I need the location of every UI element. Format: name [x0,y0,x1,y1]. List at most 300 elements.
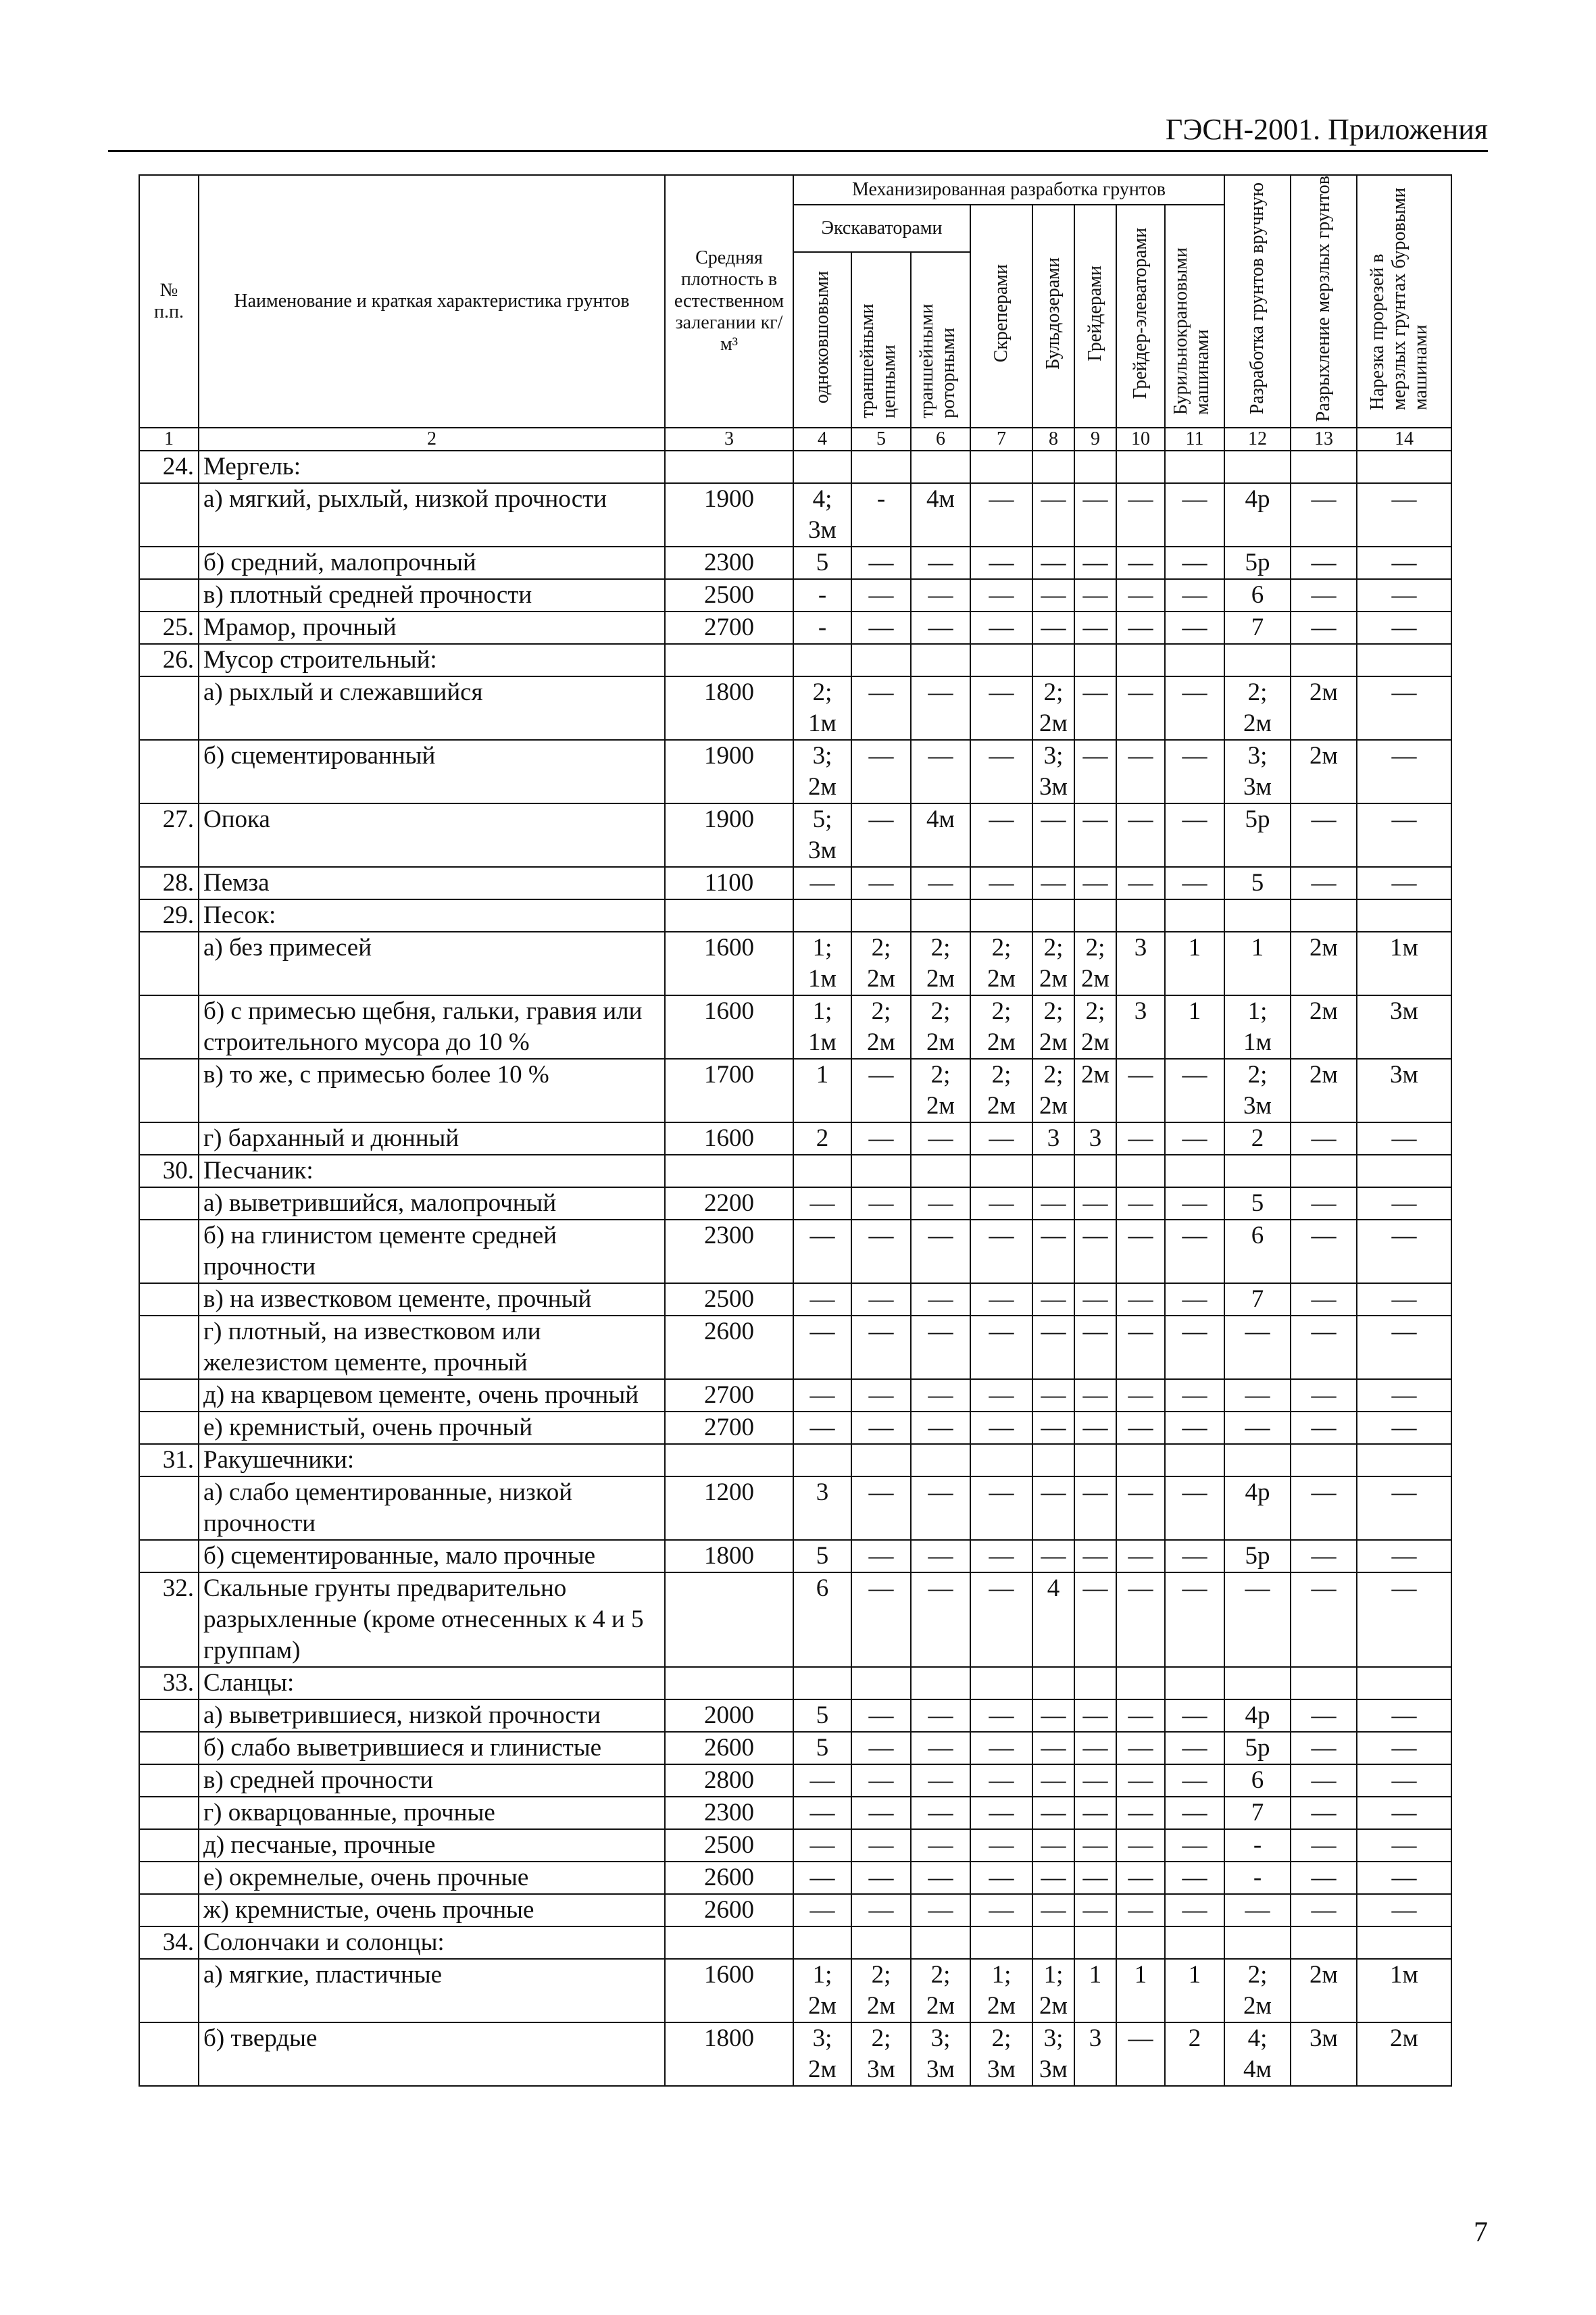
group-value: 1м [1357,932,1451,995]
group-value [1357,1444,1451,1476]
group-value: — [1357,1122,1451,1155]
soil-name: г) барханный и дюнный [199,1122,665,1155]
col-header-mech-group: Механизированная разработка грунтов [793,175,1224,205]
group-value: — [1074,547,1116,579]
group-value: — [1165,1316,1224,1379]
density-value [665,1926,793,1959]
group-value: — [911,867,970,899]
group-value: - [851,483,911,547]
group-value: — [851,1572,911,1667]
density-value: 1900 [665,483,793,547]
table-row [139,932,1451,995]
group-value: — [911,1572,970,1667]
group-value: 1 [1165,1959,1224,2022]
group-value [851,1155,911,1187]
group-value: — [1165,1894,1224,1926]
group-value: 2; 2м [851,1959,911,2022]
group-value: — [1116,1412,1165,1444]
group-value: 1; 2м [793,1959,851,2022]
group-value: — [911,1187,970,1220]
group-value: — [793,1894,851,1926]
group-value: — [1074,1732,1116,1764]
density-value [665,1572,793,1667]
group-value: 5 [1224,867,1291,899]
group-value: 2 [793,1122,851,1155]
group-value: — [970,1797,1032,1829]
group-value: 2м [1291,1959,1357,2022]
density-value: 2700 [665,1412,793,1444]
group-value: 2; 2м [1074,995,1116,1059]
group-value: — [1074,579,1116,612]
group-value [1116,899,1165,932]
soil-name: е) окремнелые, очень прочные [199,1862,665,1894]
col-header-density: Средняя плотность в естественном залегании кг/м³ [665,175,793,428]
group-value: — [851,1797,911,1829]
group-value: 3 [1074,1122,1116,1155]
column-number: 3 [665,428,793,451]
density-value: 1100 [665,867,793,899]
row-number [139,932,199,995]
group-value: — [1116,1122,1165,1155]
group-value [1224,899,1291,932]
group-value [793,1926,851,1959]
group-value: — [1291,1476,1357,1540]
group-value: — [1357,1316,1451,1379]
group-value: — [1291,1220,1357,1283]
group-value [970,899,1032,932]
column-number: 9 [1074,428,1116,451]
group-value: 3 [1116,932,1165,995]
column-number: 12 [1224,428,1291,451]
group-value: — [970,1540,1032,1572]
density-value: 2800 [665,1764,793,1797]
group-value [1074,451,1116,483]
group-value: 2; 2м [911,1059,970,1122]
density-value: 1800 [665,676,793,740]
table-row [139,676,1451,740]
group-value [911,644,970,676]
group-value: — [911,612,970,644]
soil-name: д) на кварцевом цементе, очень прочный [199,1379,665,1412]
group-value: — [1224,1379,1291,1412]
group-value: — [911,1540,970,1572]
group-value: — [1074,1572,1116,1667]
soil-name: Скальные грунты предварительно разрыхленные (кроме отнесенных к 4 и 5 группам) [199,1572,665,1667]
soil-name: Солончаки и солонцы: [199,1926,665,1959]
group-value: — [970,1732,1032,1764]
group-value: — [1165,1220,1224,1283]
group-value: 3м [1357,995,1451,1059]
group-value: — [1357,579,1451,612]
group-value [1224,1155,1291,1187]
group-value [970,1667,1032,1699]
row-number: 24. [139,451,199,483]
group-value: 5р [1224,803,1291,867]
row-number: 33. [139,1667,199,1699]
group-value [1074,1155,1116,1187]
density-value [665,451,793,483]
group-value [1357,1926,1451,1959]
row-number [139,1379,199,1412]
density-value: 1600 [665,1959,793,2022]
group-value [970,644,1032,676]
group-value: — [911,1412,970,1444]
group-value: 2м [1291,932,1357,995]
group-value: — [1357,612,1451,644]
column-number: 7 [970,428,1032,451]
group-value: — [911,1829,970,1862]
row-number [139,1059,199,1122]
group-value: — [1291,1862,1357,1894]
group-value [1032,899,1074,932]
soil-name: б) сцементированный [199,740,665,803]
soil-name: г) плотный, на известковом или железистом цементе, прочный [199,1316,665,1379]
group-value: - [793,579,851,612]
col-header-9: Грейдерами [1074,205,1116,428]
group-value: — [1165,1283,1224,1316]
row-number [139,547,199,579]
group-value: — [1165,867,1224,899]
group-value: — [1116,1764,1165,1797]
group-value: — [1165,579,1224,612]
group-value: 1; 2м [970,1959,1032,2022]
table-row [139,1283,1451,1316]
group-value: — [911,1699,970,1732]
group-value: — [970,1122,1032,1155]
group-value: — [970,1187,1032,1220]
soil-name: Песок: [199,899,665,932]
group-value: — [1165,1572,1224,1667]
table-row [139,1959,1451,2022]
group-value: 3; 2м [793,2022,851,2086]
group-value: — [793,1412,851,1444]
group-value: — [1291,1829,1357,1862]
group-value [1357,1667,1451,1699]
group-value: — [1165,1862,1224,1894]
group-value: 4р [1224,1699,1291,1732]
col-header-excavators: Экскаваторами [793,205,970,252]
group-value: — [970,1283,1032,1316]
group-value: — [1357,1540,1451,1572]
row-number [139,483,199,547]
group-value [1224,451,1291,483]
density-value [665,1155,793,1187]
group-value: — [1357,1797,1451,1829]
density-value: 1700 [665,1059,793,1122]
column-number: 2 [199,428,665,451]
group-value: — [1116,867,1165,899]
group-value: — [970,1829,1032,1862]
group-value: 3 [1116,995,1165,1059]
group-value: — [1074,1540,1116,1572]
page-number: 7 [1474,2217,1488,2248]
table-row [139,803,1451,867]
group-value: — [1165,1379,1224,1412]
soil-name: а) мягкий, рыхлый, низкой прочности [199,483,665,547]
group-value: 2м [1291,676,1357,740]
group-value: — [1116,1476,1165,1540]
group-value: — [851,1412,911,1444]
row-number [139,1764,199,1797]
soil-name: г) окварцованные, прочные [199,1797,665,1829]
soil-name: в) то же, с примесью более 10 % [199,1059,665,1122]
soil-name: в) средней прочности [199,1764,665,1797]
row-number: 29. [139,899,199,932]
density-value: 1600 [665,995,793,1059]
group-value: — [1291,579,1357,612]
column-number: 11 [1165,428,1224,451]
col-header-name: Наименование и краткая характеристика грунтов [199,175,665,428]
density-value: 1600 [665,932,793,995]
group-value: — [1074,1829,1116,1862]
row-number [139,1797,199,1829]
group-value: 7 [1224,1797,1291,1829]
group-value: — [911,1797,970,1829]
group-value: — [970,1764,1032,1797]
group-value: 6 [1224,1764,1291,1797]
group-value: — [1074,867,1116,899]
group-value: — [970,612,1032,644]
soil-name: Мрамор, прочный [199,612,665,644]
group-value: — [851,1316,911,1379]
row-number [139,1316,199,1379]
col-header-13: Разрыхление мерзлых грунтов [1291,175,1357,428]
group-value: — [1032,1283,1074,1316]
group-value [851,899,911,932]
group-value [1357,899,1451,932]
col-header-7: Скреперами [970,205,1032,428]
group-value: — [1074,1220,1116,1283]
group-value: — [1116,1862,1165,1894]
row-number: 28. [139,867,199,899]
group-value: — [970,803,1032,867]
group-value: — [1224,1412,1291,1444]
group-value: — [1116,1829,1165,1862]
group-value [851,1667,911,1699]
group-value: — [1357,1572,1451,1667]
group-value: — [1224,1572,1291,1667]
group-value [911,451,970,483]
table-row [139,995,1451,1059]
group-value [1116,644,1165,676]
group-value: 3 [1074,2022,1116,2086]
table-row [139,1926,1451,1959]
group-value: — [793,1862,851,1894]
group-value [1357,451,1451,483]
density-value: 2600 [665,1732,793,1764]
group-value: — [1074,1797,1116,1829]
group-value: — [1116,1220,1165,1283]
col-header-14: Нарезка прорезей в мерзлых грунтах буровыми машинами [1357,175,1451,428]
group-value: — [970,1894,1032,1926]
group-value: 5р [1224,1540,1291,1572]
group-value: — [911,1764,970,1797]
group-value: — [1032,1540,1074,1572]
group-value: — [1291,867,1357,899]
group-value: — [851,1122,911,1155]
group-value: — [1357,740,1451,803]
group-value: — [1165,1412,1224,1444]
group-value: — [970,1220,1032,1283]
group-value [1165,1444,1224,1476]
column-number: 5 [851,428,911,451]
group-value: 2; 2м [911,1959,970,2022]
group-value: — [1032,1764,1074,1797]
soil-name: а) рыхлый и слежавшийся [199,676,665,740]
group-value [793,1155,851,1187]
group-value: 2; 2м [1032,995,1074,1059]
group-value [1291,1667,1357,1699]
column-number: 13 [1291,428,1357,451]
group-value [793,1667,851,1699]
group-value: — [1074,1283,1116,1316]
group-value: — [1165,1797,1224,1829]
group-value: — [1165,1764,1224,1797]
soil-name: Пемза [199,867,665,899]
group-value: — [911,676,970,740]
group-value: — [1291,483,1357,547]
row-number [139,1220,199,1283]
group-value: — [1032,547,1074,579]
group-value: — [793,1283,851,1316]
group-value: — [793,1220,851,1283]
group-value: - [1224,1829,1291,1862]
header-rule [108,150,1488,152]
group-value: 3; 2м [793,740,851,803]
group-value [911,1667,970,1699]
row-number [139,2022,199,2086]
group-value: — [1116,1699,1165,1732]
group-value: — [911,1379,970,1412]
group-value [793,899,851,932]
group-value: — [1291,1540,1357,1572]
group-value: — [911,1862,970,1894]
group-value: 1; 2м [1032,1959,1074,2022]
density-value [665,644,793,676]
group-value: — [1357,1732,1451,1764]
row-number [139,1959,199,2022]
table-row [139,1829,1451,1862]
group-value: — [1032,1316,1074,1379]
group-value: — [1291,1316,1357,1379]
table-row [139,1797,1451,1829]
group-value: — [1357,1894,1451,1926]
group-value: — [1291,1187,1357,1220]
group-value: — [911,579,970,612]
group-value: — [1291,1122,1357,1155]
group-value: 5 [793,1732,851,1764]
group-value: 3; 3м [911,2022,970,2086]
group-value: — [1032,1862,1074,1894]
group-value [851,644,911,676]
group-value: 2м [1357,2022,1451,2086]
group-value: — [1357,1862,1451,1894]
group-value: — [1116,579,1165,612]
group-value: 4; 4м [1224,2022,1291,2086]
row-number [139,676,199,740]
group-value: — [1032,1187,1074,1220]
group-value: — [911,740,970,803]
soil-name: Мергель: [199,451,665,483]
table-row [139,1732,1451,1764]
row-number [139,995,199,1059]
soil-name: а) мягкие, пластичные [199,1959,665,2022]
group-value: — [1116,1540,1165,1572]
group-value: 7 [1224,1283,1291,1316]
group-value: 5р [1224,1732,1291,1764]
group-value: — [1357,803,1451,867]
group-value: — [1032,579,1074,612]
group-value: — [970,676,1032,740]
table-row [139,612,1451,644]
group-value: — [793,1187,851,1220]
table-row [139,1444,1451,1476]
group-value: — [1032,1220,1074,1283]
group-value: 5р [1224,547,1291,579]
table-row [139,1667,1451,1699]
group-value: — [970,867,1032,899]
group-value: — [1074,803,1116,867]
group-value: 1; 1м [1224,995,1291,1059]
group-value: — [1032,1829,1074,1862]
table-row [139,579,1451,612]
group-value: 3; 3м [1032,740,1074,803]
soil-table [139,174,1452,2087]
group-value: 3; 3м [1032,2022,1074,2086]
group-value [1032,644,1074,676]
group-value: — [1116,1732,1165,1764]
group-value: 2; 2м [911,932,970,995]
group-value: — [970,1412,1032,1444]
group-value: — [851,1829,911,1862]
group-value: 6 [1224,579,1291,612]
table-row [139,547,1451,579]
density-value: 2600 [665,1316,793,1379]
group-value: — [1032,1732,1074,1764]
group-value: 1 [1224,932,1291,995]
density-value: 2000 [665,1699,793,1732]
density-value: 2600 [665,1862,793,1894]
group-value: — [1357,676,1451,740]
group-value: — [1032,803,1074,867]
col-header-5: траншейными цепными [851,252,911,428]
group-value: — [1165,1732,1224,1764]
group-value [1116,451,1165,483]
group-value: — [851,1862,911,1894]
row-number [139,1829,199,1862]
soil-name: в) плотный средней прочности [199,579,665,612]
group-value: — [1357,1476,1451,1540]
table-row [139,1764,1451,1797]
group-value: — [970,547,1032,579]
group-value: — [1116,2022,1165,2086]
group-value: — [1165,740,1224,803]
group-value [970,1155,1032,1187]
density-value: 2500 [665,1283,793,1316]
group-value: — [851,867,911,899]
table-row [139,1894,1451,1926]
group-value: 3м [1357,1059,1451,1122]
density-value: 2300 [665,1797,793,1829]
group-value: — [1116,740,1165,803]
row-number: 27. [139,803,199,867]
group-value: 1 [1165,995,1224,1059]
soil-name: д) песчаные, прочные [199,1829,665,1862]
group-value: — [911,1894,970,1926]
group-value: — [1032,483,1074,547]
group-value: 3; 3м [1224,740,1291,803]
group-value: — [1116,1797,1165,1829]
